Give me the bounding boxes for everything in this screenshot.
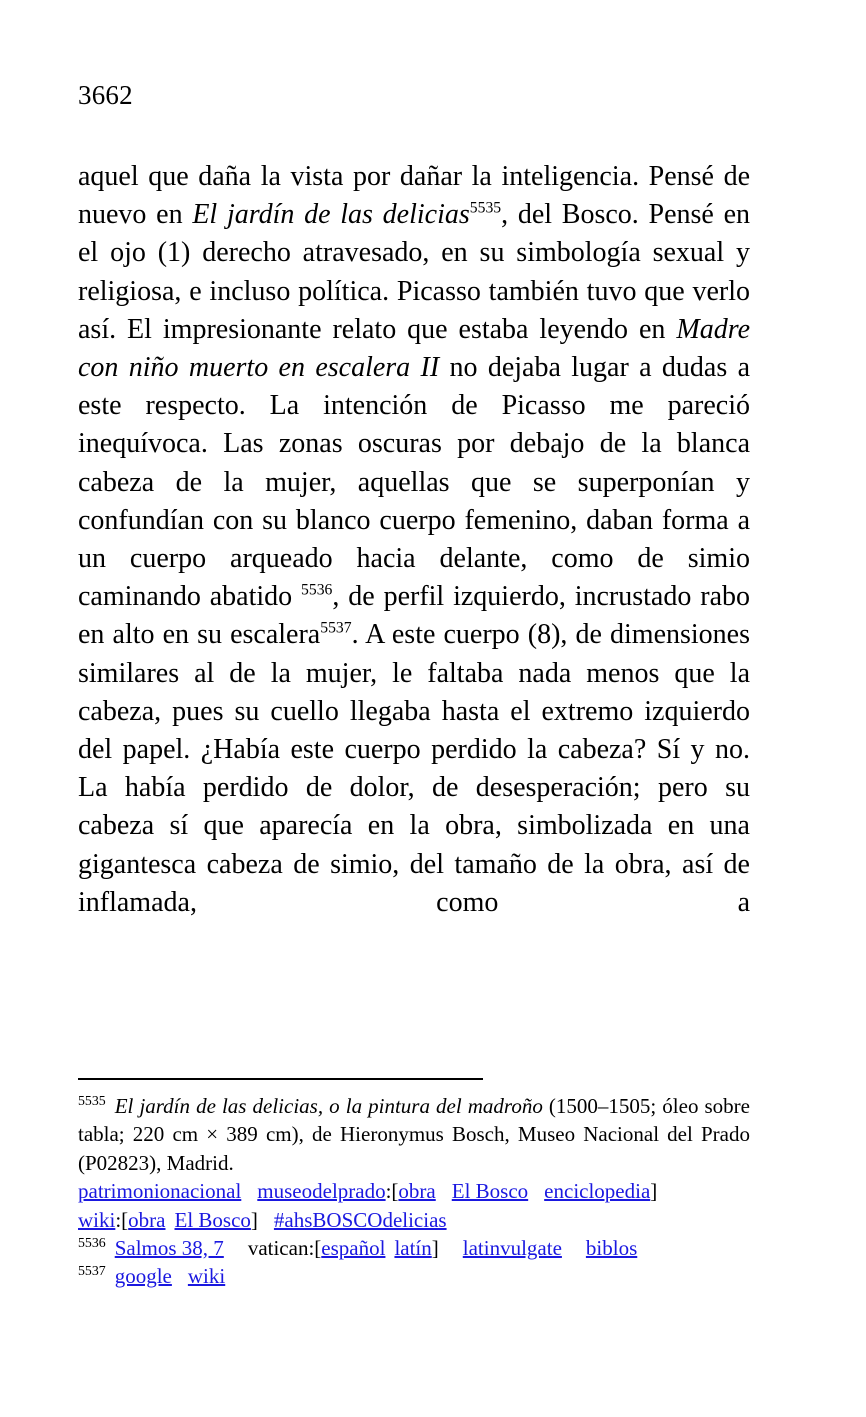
footnote-plain-text: vatican:[: [247, 1236, 322, 1261]
footnote-link[interactable]: Salmos 38, 7: [114, 1236, 224, 1261]
footnote-link[interactable]: El Bosco: [451, 1179, 529, 1204]
footnote-link[interactable]: El Bosco: [174, 1207, 251, 1232]
footnote-marker[interactable]: 5535: [469, 199, 502, 217]
footnote-link[interactable]: enciclopedia: [544, 1179, 651, 1204]
footnote-number: 5537: [78, 1263, 106, 1279]
footnote-link[interactable]: obra: [398, 1179, 436, 1204]
footnote-plain-text: :[: [115, 1207, 129, 1232]
footnote-link[interactable]: #ahsBOSCOdelicias: [273, 1207, 447, 1232]
footnote-plain-text: :[: [385, 1179, 399, 1204]
footnote-entry-5536: [78, 1234, 750, 1262]
footnote-link[interactable]: patrimonionacional: [78, 1179, 242, 1204]
footnote-link[interactable]: biblos: [585, 1236, 638, 1261]
footnote-block: [78, 1078, 750, 1291]
footnote-plain-text: ]: [431, 1236, 439, 1261]
footnote-marker[interactable]: 5536: [301, 581, 333, 599]
footnote-link[interactable]: español: [321, 1236, 386, 1261]
body-paragraph: aquel que daña la vista por dañar la inteligencia. Pensé de nuevo en El jardín de las delicias$^{5535}$, del Bosco. Pensé en el ojo (1) derecho atravesado, en su simbología sexual y religiosa, e incluso política. Picasso también tuvo que verlo así. El impresionante relato que estaba leyendo en Madre con niño muerto en escalera II no dejaba lugar a dudas a este respecto. La intención de Picasso me pareció inequívoca. Las zonas oscuras por debajo de la blanca cabeza de la mujer, aquellas que se superponían y confundían con su blanco cuerpo femenino, daban forma a un cuerpo arqueado hacia delante, como de simio caminando abatido $^{5536}$, de perfil izquierdo, incrustado rabo en alto en su escalera$^{5537}$. A este cuerpo (8), de dimensiones similares al de la mujer, le faltaba nada menos que la cabeza, pues su cuello llegaba hasta el extremo izquierdo del papel. ¿Había este cuerpo perdido la cabeza? Sí y no. La había perdido de dolor, de desesperación; pero su cabeza sí que aparecía en la obra, simbolizada en una gigantesca cabeza de simio, del tamaño de la obra, así de inflamada, como a: [78, 161, 750, 918]
footnote-entry-5535: $^{5535}$ El jardín de las delicias, o la pintura del madroño (1500–1505; óleo sobre tabla; 220 cm × 389 cm), de Hieronymus Bosch, Museo Nacional del Prado (P02823), Madrid.: [78, 1093, 750, 1175]
italic-title: Madre con niño muerto en escalera II: [78, 313, 750, 384]
footnote-separator-rule: [78, 1078, 483, 1080]
footnote-italic-title: El jardín de las delicias, o la pintura del madroño: [114, 1094, 543, 1118]
footnote-link[interactable]: wiki: [187, 1264, 226, 1289]
footnote-link[interactable]: google: [114, 1264, 172, 1289]
footnote-plain-text: ]: [650, 1179, 658, 1204]
footnote-link[interactable]: museodelprado: [257, 1179, 386, 1204]
footnote-link[interactable]: latín: [394, 1236, 432, 1261]
footnote-link[interactable]: obra: [128, 1207, 166, 1232]
footnote-link-line: [78, 1177, 750, 1205]
footnote-number: 5535: [78, 1093, 106, 1108]
footnote-link[interactable]: wiki: [78, 1207, 116, 1232]
page-number: 3662: [78, 80, 133, 110]
footnote-number: 5536: [78, 1235, 106, 1251]
footnote-link[interactable]: latinvulgate: [462, 1236, 562, 1261]
footnote-plain-text: ]: [250, 1207, 258, 1232]
footnote-entry-5537: [78, 1262, 750, 1290]
body-text-block: [78, 158, 750, 922]
footnote-link-line: [78, 1206, 750, 1234]
italic-title: El jardín de las delicias: [192, 199, 470, 231]
footnote-marker[interactable]: 5537: [320, 620, 352, 638]
